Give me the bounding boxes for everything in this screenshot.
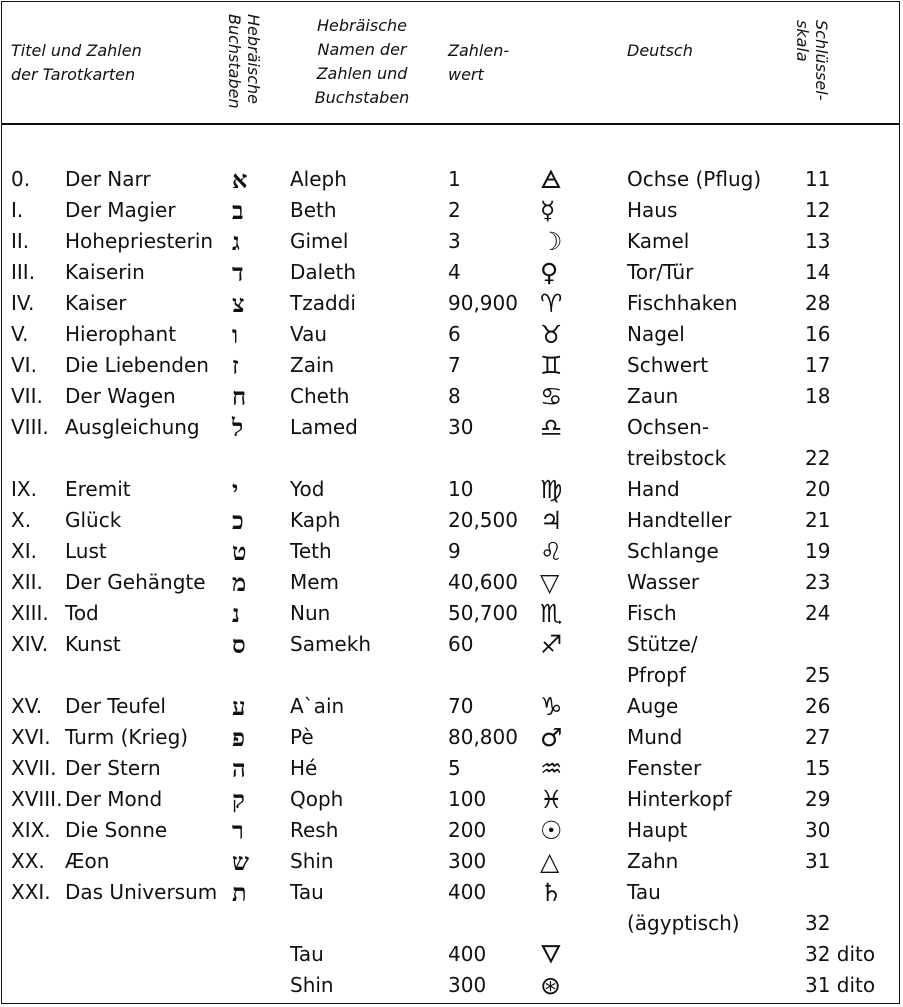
astro-symbol: ♋	[540, 382, 563, 411]
astro-symbol: ♃	[540, 506, 563, 535]
key-scale: 12	[805, 198, 831, 222]
german-meaning: Hinterkopf	[627, 787, 732, 811]
hebrew-name: Gimel	[290, 229, 349, 253]
tarot-correspondence-table	[1, 1, 900, 1004]
number-value: 3	[448, 229, 461, 253]
card-number: XVIII.	[11, 787, 63, 811]
astro-symbol: ♐	[540, 630, 563, 659]
key-scale: 28	[805, 291, 831, 315]
card-number: XI.	[11, 539, 37, 563]
card-number: IX.	[11, 477, 37, 501]
number-value: 40,600	[448, 570, 518, 594]
number-value: 60	[448, 632, 474, 656]
astro-symbol: ♈	[540, 289, 563, 318]
number-value: 4	[448, 260, 461, 284]
card-number: VI.	[11, 353, 37, 377]
hebrew-letter: ב	[232, 196, 244, 225]
hebrew-name: Kaph	[290, 508, 341, 532]
german-meaning: Fischhaken	[627, 291, 738, 315]
number-value: 400	[448, 880, 487, 904]
german-meaning: Ochsen-	[627, 415, 710, 439]
german-meaning: Nagel	[627, 322, 685, 346]
number-value: 1	[448, 167, 461, 191]
key-scale: 31 dito	[805, 973, 876, 997]
number-value: 8	[448, 384, 461, 408]
hebrew-letter: ד	[232, 258, 244, 287]
german-meaning: (ägyptisch)	[627, 911, 740, 935]
key-scale: 11	[805, 167, 831, 191]
key-scale: 20	[805, 477, 831, 501]
key-scale: 25	[805, 663, 831, 687]
number-value: 5	[448, 756, 461, 780]
card-title: Turm (Krieg)	[65, 725, 189, 749]
header-text: Zahlen-	[448, 41, 510, 60]
hebrew-name: Zain	[290, 353, 335, 377]
card-title: Der Magier	[65, 198, 176, 222]
key-scale: 21	[805, 508, 831, 532]
key-scale: 23	[805, 570, 831, 594]
card-title: Kaiserin	[65, 260, 145, 284]
hebrew-letter: ה	[232, 754, 246, 783]
german-meaning: Tau	[627, 880, 661, 904]
hebrew-name: Nun	[290, 601, 331, 625]
card-title: Die Liebenden	[65, 353, 209, 377]
number-value: 80,800	[448, 725, 518, 749]
card-number: XIII.	[11, 601, 49, 625]
number-value: 7	[448, 353, 461, 377]
astro-symbol: ♉	[540, 320, 563, 349]
card-title: Æon	[65, 849, 110, 873]
header-text: skala	[793, 20, 812, 62]
hebrew-name: Daleth	[290, 260, 357, 284]
card-title: Der Teufel	[65, 694, 166, 718]
astro-symbol: ☽	[540, 227, 563, 256]
number-value: 50,700	[448, 601, 518, 625]
astro-symbol: ♌	[540, 537, 563, 566]
german-meaning: Schlange	[627, 539, 719, 563]
number-value: 70	[448, 694, 474, 718]
german-meaning: Auge	[627, 694, 679, 718]
german-meaning: Tor/Tür	[627, 260, 694, 284]
key-scale: 24	[805, 601, 831, 625]
german-meaning: Ochse (Pflug)	[627, 167, 762, 191]
hebrew-letter: ק	[232, 785, 245, 814]
key-scale: 29	[805, 787, 831, 811]
hebrew-letter: ו	[232, 320, 239, 349]
hebrew-name: Cheth	[290, 384, 350, 408]
number-value: 90,900	[448, 291, 518, 315]
german-meaning: Wasser	[627, 570, 700, 594]
key-scale: 26	[805, 694, 831, 718]
hebrew-letter: ת	[232, 878, 247, 907]
header-text: Buchstaben	[314, 88, 410, 107]
german-meaning: Schwert	[627, 353, 709, 377]
german-meaning: treibstock	[627, 446, 727, 470]
header-text: Namen der	[317, 40, 407, 59]
hebrew-letter: י	[232, 475, 239, 504]
key-scale: 19	[805, 539, 831, 563]
key-scale: 14	[805, 260, 831, 284]
key-scale: 22	[805, 446, 831, 470]
german-meaning: Haupt	[627, 818, 688, 842]
card-title: Die Sonne	[65, 818, 168, 842]
hebrew-letter: נ	[232, 599, 240, 628]
key-scale: 31	[805, 849, 831, 873]
card-number: XV.	[11, 694, 43, 718]
hebrew-name: A`ain	[290, 694, 345, 718]
astro-symbol: ♎	[540, 413, 563, 442]
key-scale: 27	[805, 725, 831, 749]
astro-symbol: 🜁	[540, 165, 562, 194]
card-title: Lust	[65, 539, 107, 563]
key-scale: 15	[805, 756, 831, 780]
hebrew-name: Samekh	[290, 632, 371, 656]
hebrew-letter: ש	[232, 847, 249, 876]
hebrew-name: Tau	[290, 942, 324, 966]
hebrew-letter: ג	[232, 227, 240, 256]
hebrew-letter: כ	[232, 506, 244, 535]
header-text: Schlüssel-	[812, 20, 831, 101]
german-meaning: Mund	[627, 725, 683, 749]
header-text: Hebräische	[317, 16, 407, 35]
card-number: 0.	[11, 167, 31, 191]
german-meaning: Pfropf	[627, 663, 686, 687]
astro-symbol: ♂	[540, 723, 563, 752]
key-scale: 13	[805, 229, 831, 253]
card-number: XII.	[11, 570, 43, 594]
hebrew-name: Tzaddi	[290, 291, 356, 315]
astro-symbol: ♀	[540, 258, 559, 287]
german-meaning: Haus	[627, 198, 678, 222]
key-scale: 32 dito	[805, 942, 876, 966]
card-number: VIII.	[11, 415, 49, 439]
hebrew-letter: ט	[232, 537, 247, 566]
astro-symbol: ♊	[540, 351, 563, 380]
german-meaning: Hand	[627, 477, 680, 501]
number-value: 10	[448, 477, 474, 501]
astro-symbol: △	[540, 847, 560, 876]
hebrew-name: Teth	[290, 539, 332, 563]
number-value: 200	[448, 818, 487, 842]
hebrew-letter: ר	[232, 816, 244, 845]
hebrew-letter: ז	[232, 351, 239, 380]
hebrew-letter: צ	[232, 289, 245, 318]
header-text: Zahlen und	[316, 64, 408, 83]
hebrew-letter: ל	[232, 413, 244, 442]
card-number: XX.	[11, 849, 45, 873]
astro-symbol: 🜄	[540, 940, 562, 969]
header-text: Deutsch	[627, 41, 693, 60]
hebrew-name: Beth	[290, 198, 337, 222]
number-value: 9	[448, 539, 461, 563]
card-title: Das Universum	[65, 880, 218, 904]
card-number: XVII.	[11, 756, 57, 780]
card-title: Ausgleichung	[65, 415, 200, 439]
card-number: I.	[11, 198, 24, 222]
card-title: Eremit	[65, 477, 131, 501]
number-value: 2	[448, 198, 461, 222]
hebrew-letter: מ	[232, 568, 247, 597]
card-title: Der Gehängte	[65, 570, 206, 594]
card-number: XIX.	[11, 818, 51, 842]
key-scale: 18	[805, 384, 831, 408]
card-title: Kaiser	[65, 291, 127, 315]
german-meaning: Zaun	[627, 384, 679, 408]
german-meaning: Kamel	[627, 229, 690, 253]
card-number: XVI.	[11, 725, 51, 749]
astro-symbol: ⊛	[540, 971, 561, 1000]
hebrew-name: Yod	[290, 477, 325, 501]
card-number: XIV.	[11, 632, 49, 656]
number-value: 400	[448, 942, 487, 966]
card-title: Der Mond	[65, 787, 163, 811]
key-scale: 30	[805, 818, 831, 842]
card-title: Der Stern	[65, 756, 161, 780]
hebrew-letter: ע	[232, 692, 246, 721]
key-scale: 17	[805, 353, 831, 377]
hebrew-name: Shin	[290, 849, 334, 873]
german-meaning: Zahn	[627, 849, 679, 873]
hebrew-name: Hé	[290, 756, 318, 780]
key-scale: 16	[805, 322, 831, 346]
german-meaning: Stütze/	[627, 632, 698, 656]
key-scale: 32	[805, 911, 831, 935]
hebrew-name: Aleph	[290, 167, 347, 191]
hebrew-name: Qoph	[290, 787, 344, 811]
hebrew-name: Pè	[290, 725, 314, 749]
hebrew-name: Tau	[290, 880, 324, 904]
hebrew-letter: ס	[232, 630, 246, 659]
number-value: 300	[448, 849, 487, 873]
number-value: 30	[448, 415, 474, 439]
hebrew-letter: פ	[232, 723, 246, 752]
card-title: Der Narr	[65, 167, 151, 191]
card-title: Glück	[65, 508, 122, 532]
header-text: Buchstaben	[225, 14, 244, 109]
card-title: Hierophant	[65, 322, 177, 346]
card-number: X.	[11, 508, 32, 532]
number-value: 300	[448, 973, 487, 997]
hebrew-name: Vau	[290, 322, 328, 346]
card-number: III.	[11, 260, 36, 284]
card-title: Tod	[65, 601, 99, 625]
header-text: der Tarotkarten	[11, 65, 136, 84]
german-meaning: Fisch	[627, 601, 677, 625]
number-value: 6	[448, 322, 461, 346]
number-value: 100	[448, 787, 487, 811]
hebrew-letter: ח	[232, 382, 247, 411]
astro-symbol: ☿	[540, 196, 556, 225]
card-number: V.	[11, 322, 29, 346]
astro-symbol: ♍	[540, 475, 563, 504]
table-body	[2, 2, 899, 1003]
card-title: Hohepriesterin	[65, 229, 214, 253]
header-text: Titel und Zahlen	[11, 41, 142, 60]
card-number: VII.	[11, 384, 43, 408]
astro-symbol: ♏	[540, 599, 563, 628]
header-text: Hebräische	[244, 14, 263, 104]
hebrew-name: Lamed	[290, 415, 358, 439]
number-value: 20,500	[448, 508, 518, 532]
card-title: Kunst	[65, 632, 121, 656]
astro-symbol: ♓	[540, 785, 563, 814]
hebrew-name: Resh	[290, 818, 339, 842]
astro-symbol: ♑	[540, 692, 563, 721]
astro-symbol: ♒	[540, 754, 563, 783]
hebrew-name: Shin	[290, 973, 334, 997]
hebrew-letter: א	[232, 165, 248, 194]
card-title: Der Wagen	[65, 384, 176, 408]
astro-symbol: ☉	[540, 816, 563, 845]
astro-symbol: ▽	[540, 568, 560, 597]
card-number: II.	[11, 229, 30, 253]
german-meaning: Handteller	[627, 508, 732, 532]
card-number: XXI.	[11, 880, 51, 904]
header-text: wert	[448, 65, 484, 84]
astro-symbol: ♄	[540, 878, 563, 907]
hebrew-name: Mem	[290, 570, 340, 594]
german-meaning: Fenster	[627, 756, 702, 780]
card-number: IV.	[11, 291, 35, 315]
